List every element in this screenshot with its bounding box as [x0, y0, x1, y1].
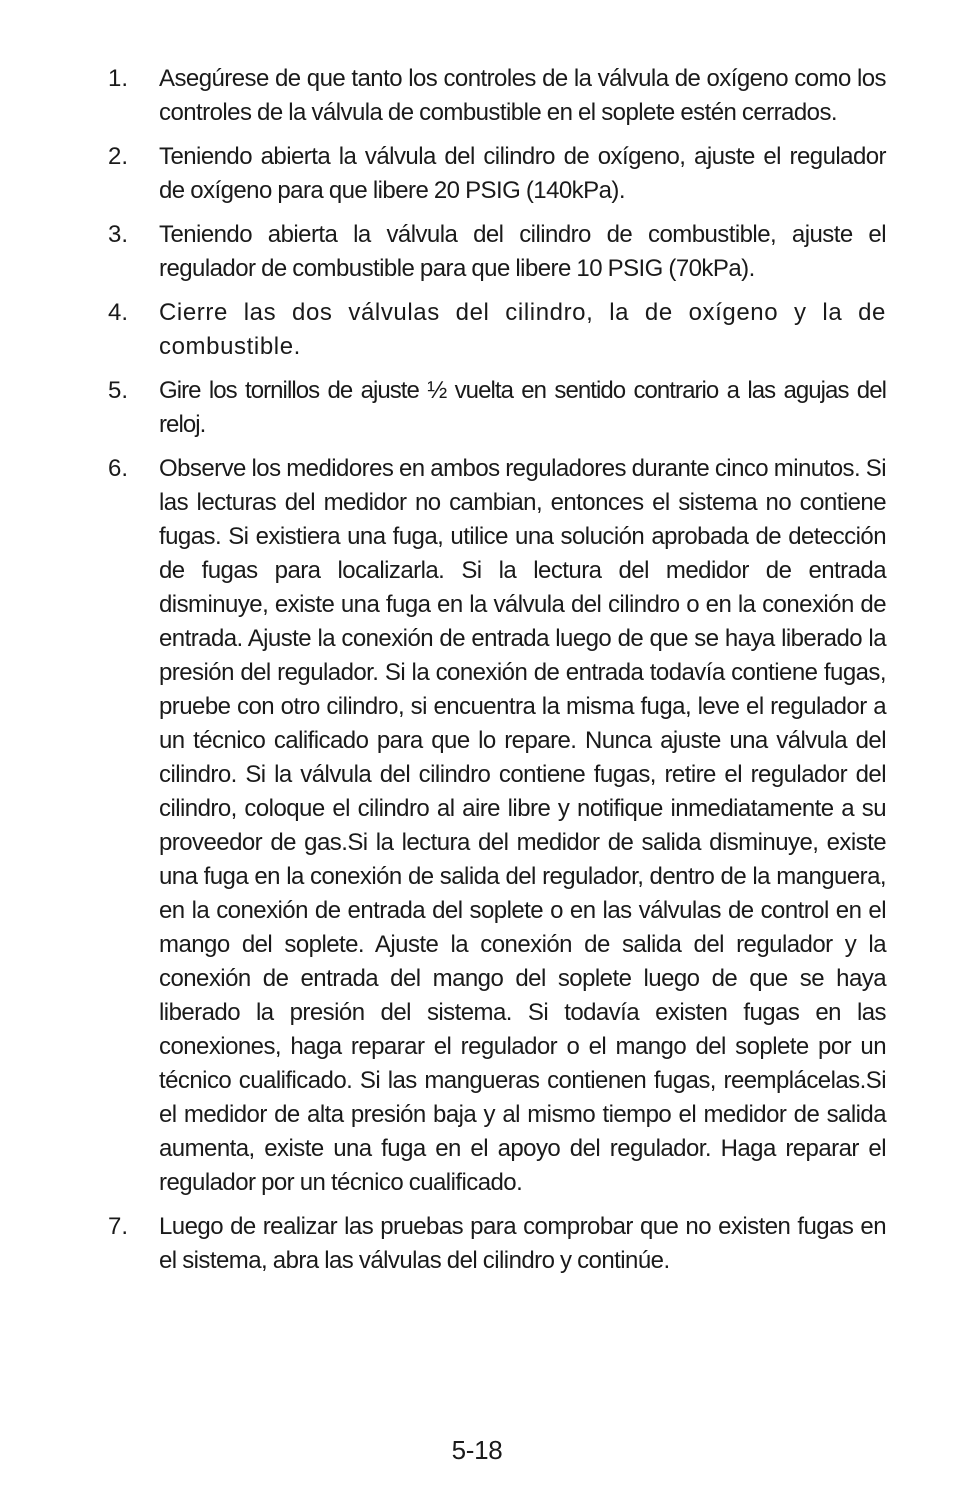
- procedure-step-1: [108, 62, 886, 130]
- step-text: Asegúrese de que tanto los controles de la válvula de oxígeno como los controles de la válvula de combustible en el soplete estén cerrados.: [159, 65, 886, 126]
- step-number: 5.: [108, 377, 129, 404]
- step-text: Teniendo abierta la válvula del cilindro de oxígeno, ajuste el regulador de oxígeno para que libere 20 PSIG (140kPa).: [159, 143, 886, 204]
- procedure-step-6: [108, 452, 886, 1200]
- procedure-step-3: [108, 218, 886, 286]
- step-text: Teniendo abierta la válvula del cilindro de combustible, ajuste el regulador de combustible para que libere 10 PSIG (70kPa).: [159, 221, 886, 282]
- step-text: Luego de realizar las pruebas para comprobar que no existen fugas en el sistema, abra las válvulas del cilindro y continúe.: [159, 1213, 886, 1274]
- procedure-step-2: [108, 140, 886, 208]
- step-number: 7.: [108, 1213, 129, 1240]
- procedure-step-5: [108, 374, 886, 442]
- procedure-step-list: [108, 62, 886, 1288]
- procedure-step-7: [108, 1210, 886, 1278]
- step-number: 4.: [108, 299, 129, 326]
- page-number: 5-18: [451, 1435, 503, 1465]
- step-text: Gire los tornillos de ajuste ½ vuelta en sentido contrario a las agujas del reloj.: [159, 377, 886, 438]
- step-number: 1.: [108, 65, 129, 92]
- step-number: 6.: [108, 455, 129, 482]
- procedure-step-4: [108, 296, 886, 364]
- step-text: Cierre las dos válvulas del cilindro, la de oxígeno y la de combustible.: [159, 299, 886, 360]
- step-number: 2.: [108, 143, 129, 170]
- step-number: 3.: [108, 221, 129, 248]
- step-text: Observe los medidores en ambos reguladores durante cinco minutos. Si las lecturas del medidor no cambian, entonces el sistema no contiene fugas. Si existiera una fuga, utilice una solución aprobada de detección de fugas para localizarla. Si la lectura del medidor de entrada disminuye, existe una fuga en la válvula del cilindro o en la conexión de entrada. Ajuste la conexión de entrada luego de que se haya liberado la presión del regulador. Si la conexión de entrada todavía contiene fugas, pruebe con otro cilindro, si encuentra la misma fuga, leve el regulador a un técnico calificado para que lo repare. Nunca ajuste una válvula del cilindro. Si la válvula del cilindro contiene fugas, retire el regulador del cilindro, coloque el cilindro al aire libre y notifique inmediatamente a su proveedor de gas.Si la lectura del medidor de salida disminuye, existe una fuga en la conexión de salida del regulador, dentro de la manguera, en la conexión de entrada del soplete o en las válvulas de control en el mango del soplete. Ajuste la conexión de salida del regulador y la conexión de entrada del mango del soplete luego de que se haya liberado la presión del sistema. Si todavía existen fugas en las conexiones, haga reparar el regulador o el mango del soplete por un técnico cualificado. Si las mangueras contienen fugas, reemplácelas.Si el medidor de alta presión baja y al mismo tiempo el medidor de salida aumenta, existe una fuga en el apoyo del regulador. Haga reparar el regulador por un técnico cualificado.: [159, 455, 886, 1196]
